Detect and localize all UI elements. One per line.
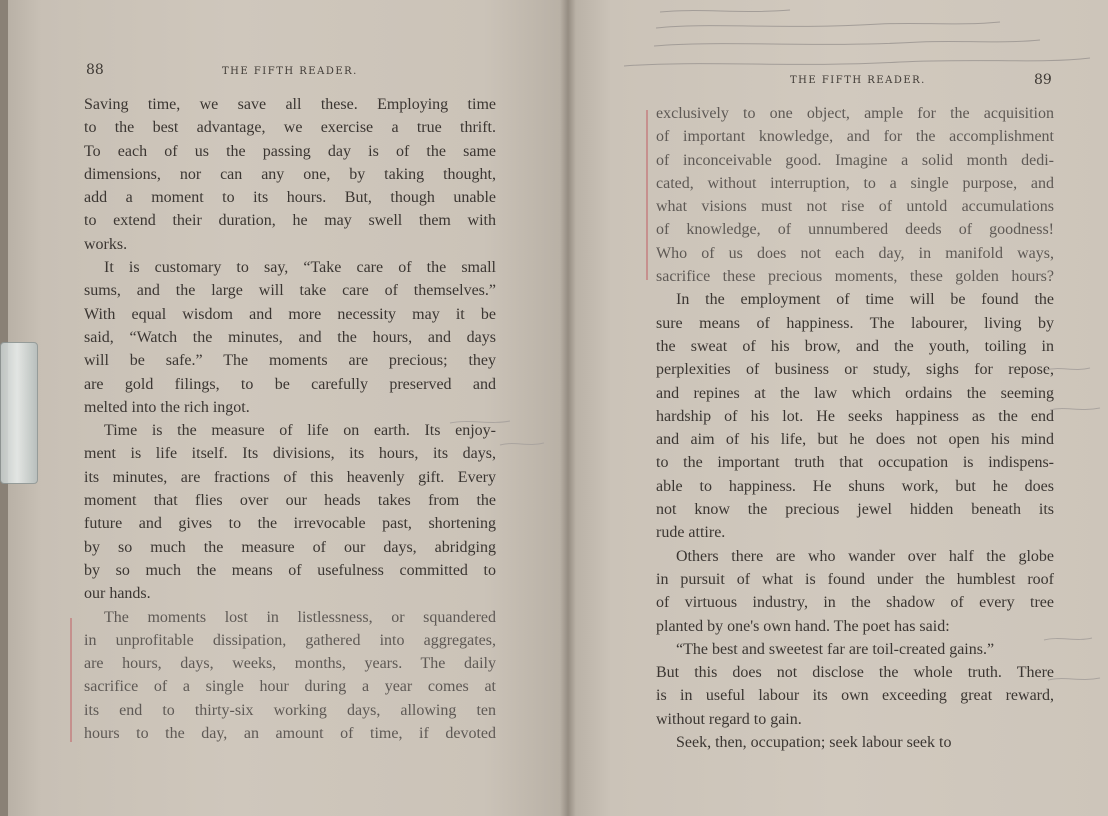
- text-line: melted into the rich ingot.: [84, 398, 250, 416]
- text-line: works.: [84, 235, 128, 253]
- text-line: are gold filings, to be carefully preserved and: [84, 375, 496, 393]
- margin-pencil-line: [70, 618, 72, 742]
- text-line: its end to thirty-six working days, allowing ten: [84, 701, 496, 719]
- text-line: of knowledge, of unnumbered deeds of goodness!: [656, 221, 1054, 239]
- pencil-scribbles-top: [620, 0, 1108, 80]
- right-body-text: [656, 102, 1054, 754]
- text-line: hours to the day, an amount of time, if devoted: [84, 725, 496, 743]
- text-line: are hours, days, weeks, months, years. The daily: [84, 655, 496, 673]
- text-line: Saving time, we save all these. Employing time: [84, 96, 496, 113]
- text-line: by so much the means of usefulness committed to: [84, 561, 496, 579]
- text-line: what visions must not rise of untold accumulations: [656, 198, 1054, 216]
- binder-clip: [0, 342, 38, 484]
- left-running-head: THE FIFTH READER.: [222, 66, 358, 77]
- text-line: sure means of happiness. The labourer, living by: [656, 314, 1054, 332]
- text-line: without regard to gain.: [656, 710, 802, 728]
- text-line: not know the precious jewel hidden beneath its: [656, 501, 1054, 519]
- text-line: to the important truth that occupation is indispens-: [656, 454, 1054, 472]
- text-line: is in useful labour its own exceeding great reward,: [656, 687, 1054, 705]
- text-line: moment that flies over our heads takes from the: [84, 492, 496, 510]
- text-line: our hands.: [84, 585, 151, 603]
- text-line: by so much the measure of our days, abridging: [84, 538, 496, 556]
- pencil-scribbles-margin: [1040, 340, 1108, 700]
- text-line: to extend their duration, he may swell them with: [84, 212, 496, 230]
- text-line: ment is life itself. Its divisions, its hours, its days,: [84, 445, 496, 463]
- text-line: Time is the measure of life on earth. Its enjoy-: [104, 422, 496, 440]
- text-line: add a moment to its hours. But, though unable: [84, 189, 496, 207]
- right-running-head: THE FIFTH READER.: [790, 75, 926, 86]
- text-line: planted by one's own hand. The poet has said:: [656, 617, 950, 635]
- text-line: future and gives to the irrevocable past, shortening: [84, 515, 496, 533]
- text-line: sacrifice these precious moments, these golden hours?: [656, 268, 1054, 286]
- text-line: cated, without interruption, to a single purpose, and: [656, 174, 1054, 192]
- text-line: rude attire.: [656, 524, 726, 542]
- text-line: its minutes, are fractions of this heavenly gift. Every: [84, 468, 496, 486]
- text-line: Seek, then, occupation; seek labour seek to: [676, 734, 952, 752]
- pencil-scribbles-left: [440, 415, 550, 455]
- text-line: dimensions, nor can any one, by taking thought,: [84, 165, 496, 183]
- text-line: In the employment of time will be found the: [676, 291, 1054, 309]
- text-line: in unprofitable dissipation, gathered into aggregates,: [84, 631, 496, 649]
- text-line: of important knowledge, and for the accomplishment: [656, 128, 1054, 146]
- text-line: Who of us does not each day, in manifold ways,: [656, 244, 1054, 262]
- text-line: the sweat of his brow, and the youth, toiling in: [656, 337, 1054, 355]
- text-line: in pursuit of what is found under the humblest roof: [656, 570, 1054, 588]
- text-line: of inconceivable good. Imagine a solid month dedi-: [656, 151, 1054, 169]
- text-line: able to happiness. He shuns work, but he does: [656, 477, 1054, 495]
- text-line: of virtuous industry, in the shadow of every tree: [656, 594, 1054, 612]
- text-line: and repines at the law which ordains the seeming: [656, 384, 1054, 402]
- text-line: and aim of his life, but he does not open his mind: [656, 431, 1054, 449]
- text-line: hardship of his lot. He seeks happiness as the end: [656, 407, 1054, 425]
- left-page-number: 88: [86, 62, 104, 78]
- text-line: But this does not disclose the whole truth. There: [656, 664, 1054, 682]
- text-line: “The best and sweetest far are toil-created gains.”: [676, 640, 995, 658]
- margin-pencil-line: [646, 110, 648, 280]
- text-line: said, “Watch the minutes, and the hours, and days: [84, 328, 496, 346]
- text-line: exclusively to one object, ample for the acquisition: [656, 105, 1054, 122]
- text-line: It is customary to say, “Take care of the small: [104, 259, 496, 277]
- text-line: The moments lost in listlessness, or squandered: [104, 608, 496, 626]
- left-body-text: [84, 93, 496, 745]
- text-line: Others there are who wander over half the globe: [676, 547, 1054, 565]
- text-line: perplexities of business or study, sighs for repose,: [656, 361, 1054, 379]
- text-line: will be safe.” The moments are precious; they: [84, 352, 496, 370]
- text-line: With equal wisdom and more necessity may it be: [84, 305, 496, 323]
- right-page-number: 89: [1034, 72, 1052, 88]
- text-line: to the best advantage, we exercise a true thrift.: [84, 119, 496, 137]
- text-line: sacrifice of a single hour during a year comes at: [84, 678, 496, 696]
- text-line: sums, and the large will take care of themselves.”: [84, 282, 496, 300]
- text-line: To each of us the passing day is of the same: [84, 142, 496, 160]
- book-gutter: [560, 0, 576, 816]
